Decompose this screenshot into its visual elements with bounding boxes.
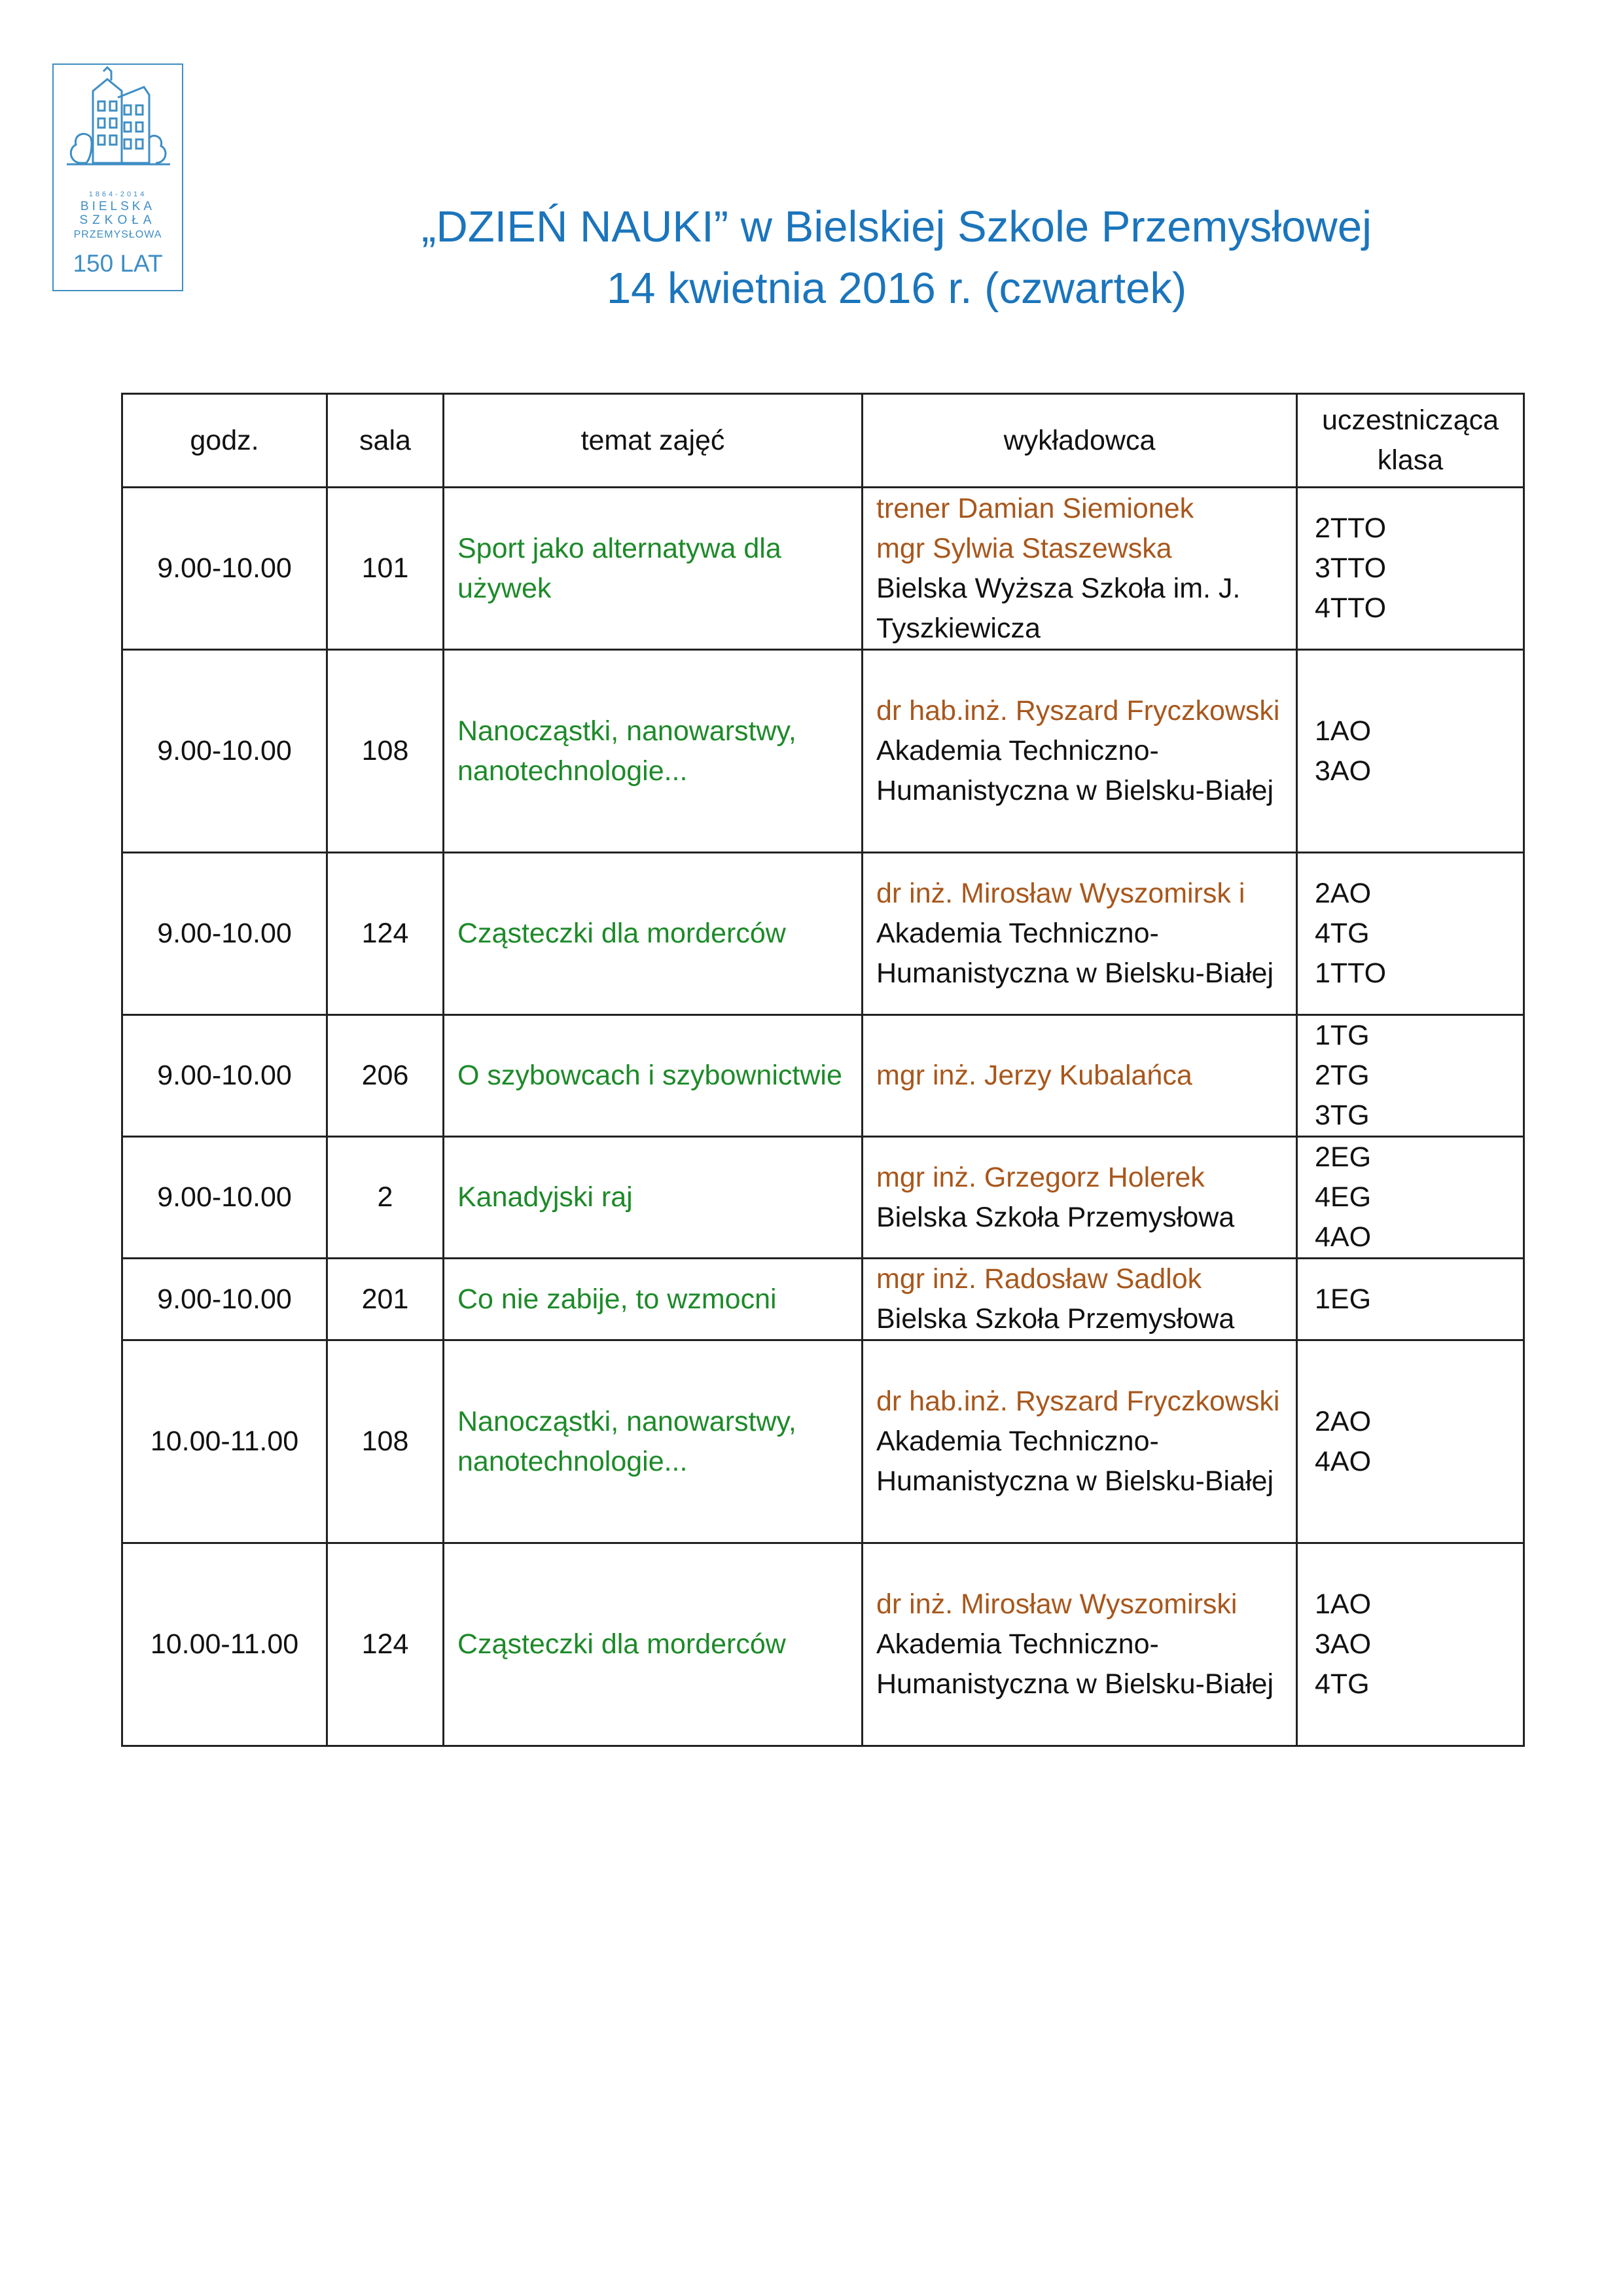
lecturer-institution: Bielska Szkoła Przemysłowa — [876, 1303, 1235, 1335]
cell-topic: Sport jako alternatywa dla używek — [444, 488, 863, 650]
lecturer-name: trener Damian Siemionek — [876, 492, 1194, 524]
cell-classes — [1297, 1259, 1524, 1340]
cell-room: 201 — [327, 1259, 444, 1340]
logo-years: 1864-2014 — [88, 190, 147, 198]
class-code: 4EG — [1315, 1181, 1372, 1213]
lecturer-institution: Akademia Techniczno-Humanistyczna w Bielsku-Białej — [876, 1426, 1274, 1497]
table-row — [122, 650, 1524, 853]
class-code: 1TG — [1315, 1020, 1370, 1051]
class-code: 4TG — [1315, 1668, 1370, 1700]
cell-room: 101 — [327, 488, 444, 650]
header-row — [122, 394, 1524, 488]
cell-topic: Kanadyjski raj — [444, 1137, 863, 1259]
cell-lecturer — [863, 1259, 1297, 1340]
class-code: 1AO — [1315, 715, 1372, 747]
cell-classes — [1297, 1543, 1524, 1746]
lecturer-name: mgr inż. Jerzy Kubalańca — [876, 1060, 1192, 1091]
title-line-date: 14 kwietnia 2016 r. (czwartek) — [606, 264, 1187, 313]
class-code: 2EG — [1315, 1141, 1372, 1173]
cell-time: 9.00-10.00 — [122, 1259, 327, 1340]
class-code: 4AO — [1315, 1221, 1372, 1253]
cell-time: 10.00-11.00 — [122, 1543, 327, 1746]
class-code: 1EG — [1315, 1283, 1372, 1315]
logo-anniversary: 150 LAT — [73, 250, 163, 277]
lecturer-institution: Akademia Techniczno-Humanistyczna w Bielsku-Białej — [876, 918, 1274, 989]
cell-topic: Cząsteczki dla morderców — [444, 853, 863, 1015]
lecturer-institution: Bielska Wyższa Szkoła im. J. Tyszkiewicza — [876, 572, 1241, 644]
header-class-line2: klasa — [1377, 444, 1444, 476]
cell-topic: Nanocząstki, nanowarstwy, nanotechnologie... — [444, 1340, 863, 1543]
schedule-body — [122, 488, 1524, 1746]
cell-room: 206 — [327, 1015, 444, 1137]
class-code: 3AO — [1315, 755, 1372, 787]
cell-lecturer — [863, 853, 1297, 1015]
cell-topic: Cząsteczki dla morderców — [444, 1543, 863, 1746]
lecturer-name: dr hab.inż. Ryszard Fryczkowski — [876, 1386, 1280, 1417]
class-code: 3TG — [1315, 1100, 1370, 1131]
header-lecturer: wykładowca — [863, 394, 1297, 488]
header-room: sala — [327, 394, 444, 488]
table-row — [122, 1137, 1524, 1259]
cell-classes — [1297, 1340, 1524, 1543]
table-row — [122, 1543, 1524, 1746]
class-code: 4TTO — [1315, 592, 1387, 624]
header-time: godz. — [122, 394, 327, 488]
table-row — [122, 1259, 1524, 1340]
class-code: 2TG — [1315, 1060, 1370, 1091]
cell-room: 108 — [327, 650, 444, 853]
logo-text-przemyslowa: PRZEMYSŁOWA — [73, 229, 162, 240]
cell-topic: O szybowcach i szybownictwie — [444, 1015, 863, 1137]
lecturer-name: mgr inż. Grzegorz Holerek — [876, 1161, 1205, 1193]
cell-classes — [1297, 853, 1524, 1015]
class-code: 1AO — [1315, 1588, 1372, 1620]
cell-lecturer — [863, 1340, 1297, 1543]
cell-lecturer — [863, 488, 1297, 650]
lecturer-name: dr inż. Mirosław Wyszomirski — [876, 1588, 1238, 1620]
cell-room: 124 — [327, 1543, 444, 1746]
table-row — [122, 1340, 1524, 1543]
cell-room: 2 — [327, 1137, 444, 1259]
header-class-line1: uczestnicząca — [1321, 404, 1499, 436]
lecturer-institution: Bielska Szkoła Przemysłowa — [876, 1201, 1235, 1233]
cell-classes — [1297, 488, 1524, 650]
cell-lecturer — [863, 650, 1297, 853]
cell-room: 108 — [327, 1340, 444, 1543]
schedule-table — [121, 393, 1525, 1747]
lecturer-name: mgr Sylwia Staszewska — [876, 532, 1172, 564]
cell-classes — [1297, 1137, 1524, 1259]
cell-classes — [1297, 1015, 1524, 1137]
cell-lecturer — [863, 1543, 1297, 1746]
class-code: 2TTO — [1315, 512, 1387, 544]
class-code: 4AO — [1315, 1445, 1372, 1477]
cell-classes — [1297, 650, 1524, 853]
header-class — [1297, 394, 1524, 488]
lecturer-name: mgr inż. Radosław Sadlok — [876, 1263, 1202, 1295]
school-building-icon — [54, 65, 182, 189]
page-title — [170, 196, 1623, 319]
lecturer-name: dr inż. Mirosław Wyszomirsk i — [876, 878, 1245, 909]
cell-topic: Nanocząstki, nanowarstwy, nanotechnologie... — [444, 650, 863, 853]
school-logo — [52, 63, 183, 291]
class-code: 3AO — [1315, 1628, 1372, 1660]
cell-topic: Co nie zabije, to wzmocni — [444, 1259, 863, 1340]
class-code: 2AO — [1315, 1405, 1372, 1437]
class-code: 1TTO — [1315, 958, 1387, 989]
cell-lecturer — [863, 1015, 1297, 1137]
cell-time: 9.00-10.00 — [122, 650, 327, 853]
cell-lecturer — [863, 1137, 1297, 1259]
logo-text-szkola: SZKOŁA — [79, 213, 156, 227]
lecturer-name: dr hab.inż. Ryszard Fryczkowski — [876, 695, 1280, 726]
class-code: 3TTO — [1315, 552, 1387, 584]
cell-time: 9.00-10.00 — [122, 488, 327, 650]
cell-time: 9.00-10.00 — [122, 1015, 327, 1137]
class-code: 2AO — [1315, 878, 1372, 909]
cell-time: 9.00-10.00 — [122, 853, 327, 1015]
cell-time: 9.00-10.00 — [122, 1137, 327, 1259]
cell-time: 10.00-11.00 — [122, 1340, 327, 1543]
lecturer-institution: Akademia Techniczno-Humanistyczna w Bielsku-Białej — [876, 735, 1274, 806]
header-topic: temat zajęć — [444, 394, 863, 488]
table-row — [122, 488, 1524, 650]
title-line-event: „DZIEŃ NAUKI” w Bielskiej Szkole Przemysłowej — [421, 202, 1372, 251]
logo-text-bielska: BIELSKA — [80, 200, 156, 213]
lecturer-institution: Akademia Techniczno-Humanistyczna w Bielsku-Białej — [876, 1628, 1274, 1700]
class-code: 4TG — [1315, 918, 1370, 949]
cell-room: 124 — [327, 853, 444, 1015]
table-row — [122, 1015, 1524, 1137]
table-row — [122, 853, 1524, 1015]
